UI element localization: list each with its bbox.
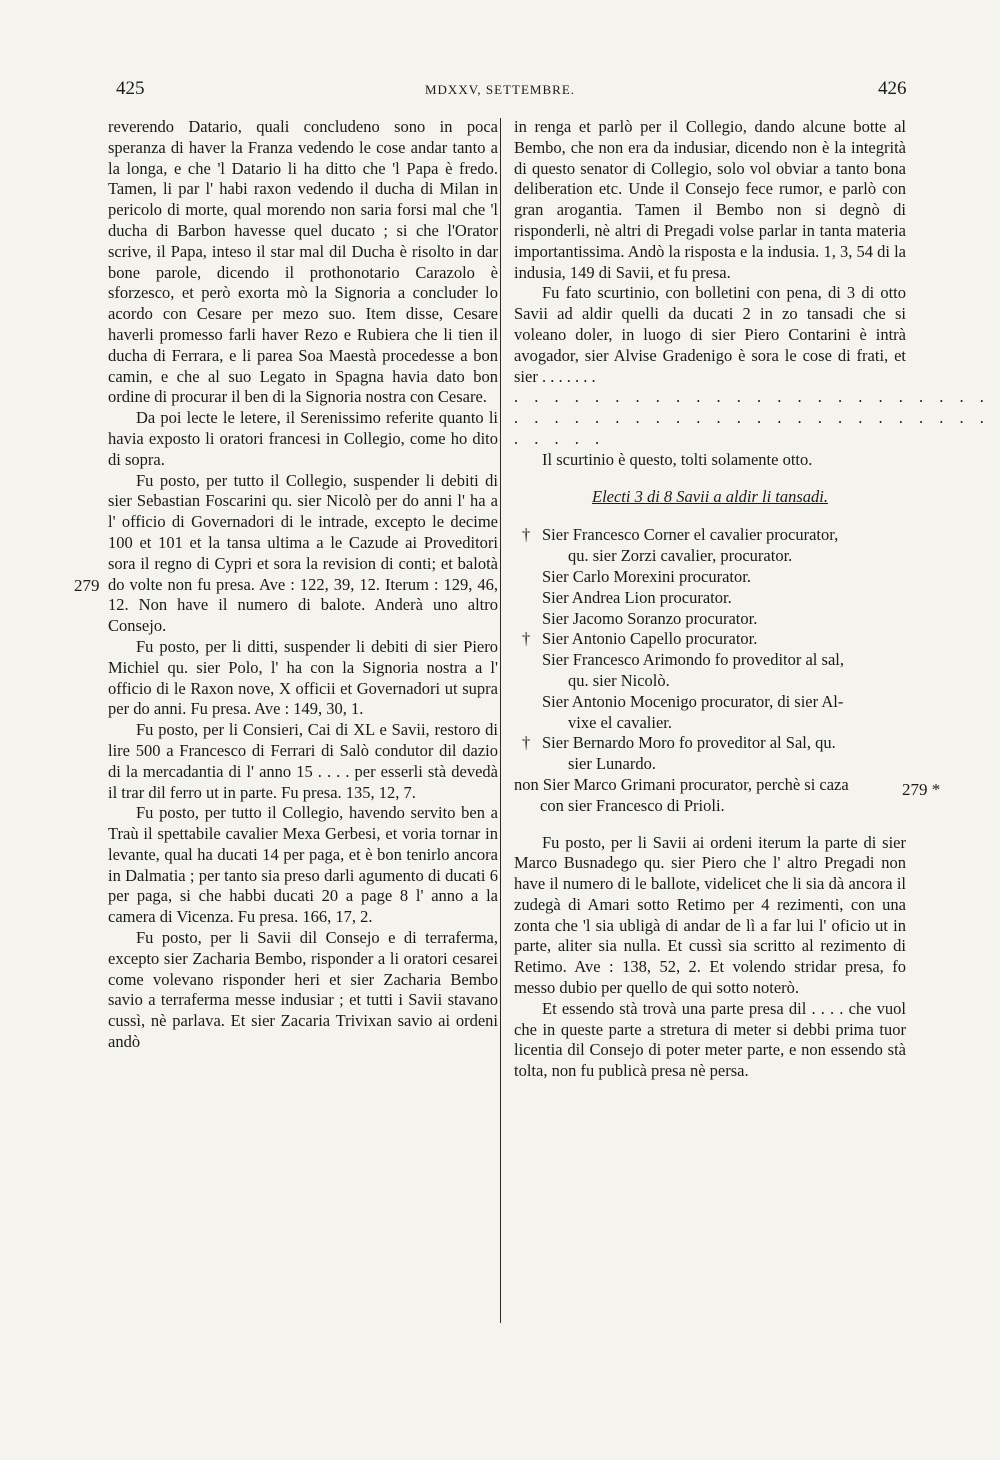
elected-name: Sier Antonio Capello procurator. — [542, 629, 758, 649]
elected-continuation: sier Lunardo. — [568, 754, 656, 774]
elected-name: Sier Marco Grimani procurator, perchè si caza — [542, 774, 849, 794]
paragraph: Fu posto, per li Savii ai ordeni iterum la parte di sier Marco Busnadego qu. sier Piero che l' altro Pregadi non have il numero di le ballote, videlicet che li sia dà ancora il zudegà di Amari sotto Retimo per 4 rezimenti, con una zonta che 'l sia ubligà di andar de lì a far lui l' oficio ut in parte, aliter sia nulla. Et cussì sia scritto al rezimento di Retimo. Ave : 138, 52, 2. Et volendo stridar presa, fo messo dubio per quello de qui sotto noterò. — [514, 832, 906, 998]
paragraph: Fu posto, per li Savii dil Consejo e di terraferma, excepto sier Zacharia Bembo, risponder a li oratori cesarei come volevano risponder heri et sier Zacharia Bembo savio a terraferma messe indusiar ; et tutti i Savii stavano cussì, nè parlava. Et sier Zacaria Trivixan savio ai ordeni andò — [108, 928, 498, 1052]
paragraph: Fu posto, per li ditti, suspender li debiti di sier Piero Michiel qu. sier Polo, l' ha con la Signoria nostra a l' officio di le Raxon nove, X officii et Governadori ut supra per do anni. Fu presa. Ave : 149, 30, 1. — [108, 636, 498, 719]
left-page-number: 425 — [116, 78, 145, 99]
elected-continuation: con sier Francesco di Prioli. — [540, 795, 725, 815]
elected-entry — [514, 588, 906, 609]
dot-line: . . . . . — [514, 428, 606, 448]
elected-entry — [514, 567, 906, 588]
running-title: MDXXV, SETTEMBRE. — [424, 82, 576, 97]
dagger-mark: † — [522, 525, 531, 545]
elected-continuation: vixe el cavalier. — [568, 712, 672, 732]
election-heading: Electi 3 di 8 Savii a aldir li tansadi. — [591, 486, 829, 506]
elected-name: Sier Carlo Morexini procurator. — [542, 566, 751, 586]
elected-name: Sier Francesco Corner el cavalier procurator, — [542, 525, 839, 545]
scrutiny-note: Il scurtinio è questo, tolti solamente otto. — [542, 449, 813, 469]
elected-name: Sier Jacomo Soranzo procurator. — [542, 608, 758, 628]
elected-entry — [514, 629, 906, 650]
left-column — [108, 117, 498, 1053]
paragraph: in renga et parlò per il Collegio, dando alcune botte al Bembo, che non era da indusiar, dicendo non è la integrità di questo senator di Collegio, solo vol obviar a tanto bona deliberation etc. Unde il Consejo fece rumor, e parlò con gran arogantia. Tamen il Bembo non si degnò di risponderli, nè altri di Pregadi volse parlar in tanta materia importantissima. Andò la risposta e la indusia. 1, 3, 54 di la indusia, 149 di Savii, et fu presa. — [514, 117, 906, 282]
margin-number-left: 279 — [74, 576, 100, 595]
dagger-mark: † — [522, 629, 531, 649]
elected-entry — [514, 650, 906, 692]
paragraph: Fu posto, per li Consieri, Cai di XL e Savii, restoro di lire 500 a Francesco di Ferrari di Salò condutor dil dazio di la mercadantia di l' anno 15 . . . . per esserli stà devedà il trar dil ferro ut in parte. Fu presa. 135, 12, 7. — [108, 720, 498, 802]
elected-entry — [514, 525, 906, 567]
paragraph: Da poi lecte le letere, il Serenissimo referite quanto li havia exposto li oratori francesi in Collegio, come ho dito di sopra. — [108, 408, 498, 469]
margin-number-right: 279 * — [902, 780, 941, 799]
elected-continuation: qu. sier Zorzi cavalier, procurator. — [568, 546, 793, 566]
paragraph: Et essendo stà trovà una parte presa dil . . . . che vuol che in queste parte a stretura di meter si debbi prima tuor licentia dil Consejo di poter meter parte, e non essendo stà tolta, non fu publicà presa nè persa. — [514, 998, 906, 1081]
elected-entry — [514, 733, 906, 775]
paragraph: Fu posto, per tutto il Collegio, havendo servito ben a Traù il spettabile cavalier Mexa Gerbesi, et voria tornar in levante, qual ha ducati 14 per paga, et è bon tenirlo ancora in Dalmatia ; per tanto sia preso darli agumento di ducati 6 per paga, si che habbi ducati 20 a page 8 l' anno a la camera di Vicenza. Fu presa. 166, 17, 2. — [108, 803, 498, 927]
elected-name: Sier Bernardo Moro fo proveditor al Sal, qu. — [542, 733, 836, 753]
elected-entry — [514, 692, 906, 734]
non-mark: non — [514, 774, 539, 794]
right-page-number: 426 — [878, 78, 907, 99]
elected-entry — [514, 775, 906, 817]
elected-name: Sier Andrea Lion procurator. — [542, 587, 732, 607]
elected-name: Sier Francesco Arimondo fo proveditor al sal, — [542, 650, 844, 670]
paragraph: reverendo Datario, quali concludeno sono in poca speranza di haver la Franza vedendo le cose andar tanto a la longa, e che 'l Datario li ha ditto che 'l Papa è fredo. Tamen, li par l' habi raxon vedendo il ducha di Milan in pericolo di morte, qual morendo non saria forsi mal che 'l ducha di Barbon havesse quel ducato ; si che l'Orator scrive, il Papa, inteso il star mal dil Ducha è risolto in dar bone parole, dicendo il prothonotario Carazolo è sforzesco, et però exorta mò la Signoria a concluder lo acordo con Cesare per mezo suo. Item disse, Cesare haverli promesso farli haver Rezo e Rubiera che li tien il ducha di Ferrara, e li parea Soa Maestà procedesse a bon camin, e che al suo Legato in Spagna havia dato bon ordine di procurar il ben di la Signoria nostra con Cesare. — [108, 117, 498, 407]
paragraph: Fu posto, per tutto il Collegio, suspender li debiti di sier Sebastian Foscarini qu. sier Nicolò per do anni l' ha a l' officio di Governadori di le intrade, excepto le decime 100 et 101 et la tansa ultima a le Cazude ai Proveditori sora il regno di Cypri et sora la revision di conti; et balotà do volte non fu presa. Ave : 122, 39, 12. Iterum : 129, 46, 12. Non have il numero di balote. Anderà uno altro Consejo. — [108, 470, 498, 636]
elected-name: Sier Antonio Mocenigo procurator, di sier Al- — [542, 691, 844, 711]
elected-continuation: qu. sier Nicolò. — [568, 670, 670, 690]
column-divider — [500, 118, 501, 1323]
elected-entry — [514, 609, 906, 630]
dot-line: . . . . . . . . . . . . . . . . . . . . . . . . — [514, 387, 990, 407]
scrutiny-paragraph: Fu fato scurtinio, con bolletini con pena, di 3 di otto Savii ad aldir quelli da ducati 2 in zo tansadi che si voleano doler, in luogo di sier Piero Contarini è intrà avogador, sier Alvise Gradenigo è sora le cose di frati, et sier . . . . . . . — [514, 283, 906, 386]
dagger-mark: † — [522, 733, 531, 753]
dot-line: . . . . . . . . . . . . . . . . . . . . . . . . — [514, 408, 990, 428]
